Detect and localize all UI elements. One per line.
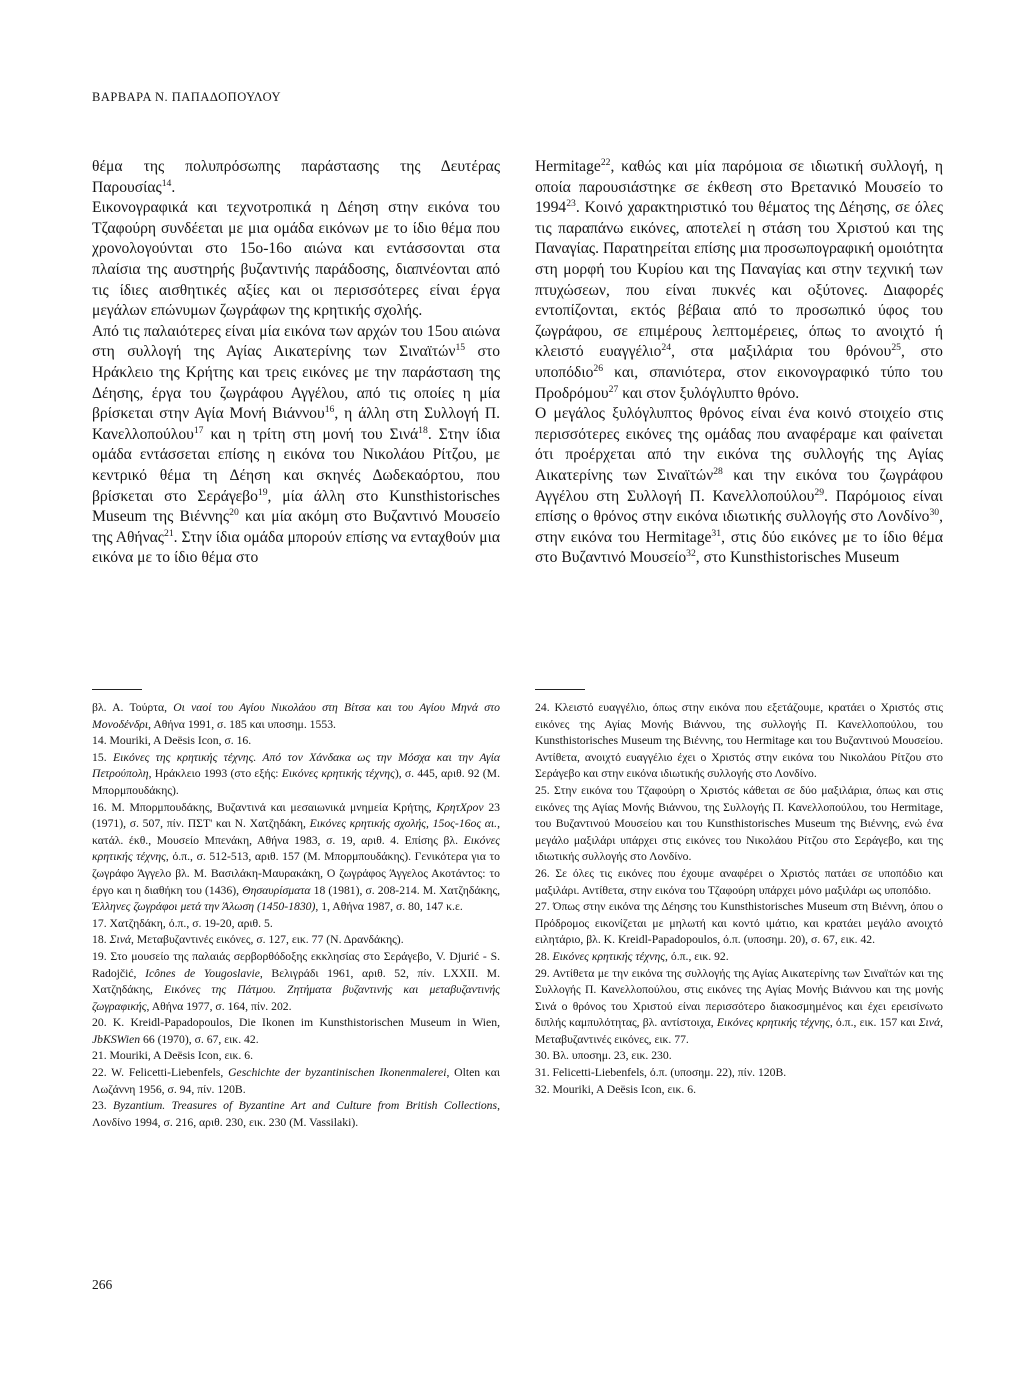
footnote: 27. Όπως στην εικόνα της Δέησης του Kunsthistorisches Museum στη Βιέννη, όπου ο Πρόδρομος εικονίζεται με μηλωτή και κοντό ιμάτιο, και κρατάει μεγάλο ανοιχτό ειλητάριο, βλ. K. Kreidl-Papadopoulos, ό.π. (υποσημ. 20), σ. 67, εικ. 42. (535, 900, 943, 947)
footnote: 21. Mouriki, A Deësis Icon, εικ. 6. (92, 1049, 253, 1063)
body-paragraph: Ο μεγάλος ξυλόγλυπτος θρόνος είναι ένα κοινό στοιχείο στις περισσότερες εικόνες της ομάδας που αναφέραμε και φαίνεται ότι προέρχεται από την εικόνα της συλλογής της Αγίας Αικατερίνης των Σιναϊτών$^{28}$ και την εικόνα του ζωγράφου Αγγέλου στη Συλλογή Π. Κανελλοπούλου$^{29}$. Παρόμοιος είναι επίσης ο θρόνος στην εικόνα ιδιωτικής συλλογής στο Λονδίνο$^{30}$, στην εικόνα του Hermitage$^{31}$, στις δύο εικόνες με το ίδιο θέμα στο Βυζαντινό Μουσείο$^{32}$, στο Kunsthistorisches Museum (535, 405, 943, 567)
footnote: 30. Βλ. υποσημ. 23, εικ. 230. (535, 1049, 672, 1063)
body-paragraph: Από τις παλαιότερες είναι μία εικόνα των αρχών του 15ου αιώνα στη συλλογή της Αγίας Αικατερίνης των Σιναϊτών$^{15}$ στο Ηράκλειο της Κρήτης και τρεις εικόνες με την παράσταση της Δέησης, έργα του ζωγράφου Αγγέλου, από τις οποίες η μία βρίσκεται στην Αγία Μονή Βιάννου$^{16}$, η άλλη στη Συλλογή Π. Κανελλοπούλου$^{17}$ και η τρίτη στη μονή του Σινά$^{18}$. Στην ίδια ομάδα εντάσσεται επίσης η εικόνα του Νικολάου Ρίτζου, με κεντρικό θέμα τη Δέηση και σκηνές Δωδεκαόρτου, που βρίσκεται στο Σεράγεβο$^{19}$, μία άλλη στο Kunsthistorisches Museum της Βιέννης$^{20}$ και μία ακόμη στο Βυζαντινό Μουσείο της Αθήνας$^{21}$. Στην ίδια ομάδα μπορούν επίσης να ενταχθούν μια εικόνα με το ίδιο θέμα στο (92, 322, 501, 567)
footnote: 20. K. Kreidl-Papadopoulos, Die Ikonen im Kunsthistorischen Museum in Wien, JbKSWien 66 (1970), σ. 67, εικ. 42. (92, 1016, 500, 1046)
footnotes-right (535, 700, 943, 1098)
footnote: 32. Mouriki, A Deësis Icon, εικ. 6. (535, 1082, 696, 1096)
footnotes-left (92, 700, 500, 1131)
footnote: 29. Αντίθετα με την εικόνα της συλλογής της Αγίας Αικατερίνης των Σιναϊτών και της Συλλογής Π. Κανελλοπούλου, στις εικόνες της Αγίας Μονής Βιάννου και της μονής Σινά ο θρόνος του Χριστού είναι περισσότερο διακοσμημένος και έχει ερεισίνωτο διπλής καμπυλότητας, βλ. αντίστοιχα, Εικόνες κρητικής τέχνης, ό.π., εικ. 157 και Σινά, Μεταβυζαντινές εικόνες, εικ. 77. (535, 966, 943, 1046)
footnote: 24. Κλειστό ευαγγέλιο, όπως στην εικόνα που εξετάζουμε, κρατάει ο Χριστός στις εικόνες της Αγίας Μονής Βιάννου, της συλλογής Π. Κανελλοπούλου, του Kunsthistorisches Museum της Βιέννης, του Hermitage και του Βυζαντινού Μουσείου. Αντίθετα, ανοιχτό ευαγγέλιο έχει ο Χριστός στην εικόνα του Νικολάου Ρίτζου στο Σεράγεβο και στην εικόνα ιδιωτικής συλλογής στο Λονδίνο. (535, 701, 943, 781)
body-paragraph: Hermitage$^{22}$, καθώς και μία παρόμοια σε ιδιωτική συλλογή, η οποία παρουσιάστηκε σε έκθεση στο Βρετανικό Μουσείο το 1994$^{23}$. Κοινό χαρακτηριστικό του θέματος της Δέησης, σε όλες τις παραπάνω εικόνες, αποτελεί η στάση του Χριστού και της Παναγίας. Παρατηρείται επίσης μια προσωπογραφική ομοιότητα στη μορφή του Κυρίου και της Παναγίας και στην τεχνική των πτυχώσεων, που είναι πυκνές και οξύτονες. Διαφορές εντοπίζονται, εκτός βέβαια από το προσωπικό ύφος του ζωγράφου, σε επιμέρους λεπτομέρειες, όπως το ανοιχτό ή κλειστό ευαγγέλιο$^{24}$, στα μαξιλάρια του θρόνου$^{25}$, στο υποπόδιο$^{26}$ και, σπανιότερα, στον εικονογραφικό τύπο του Προδρόμου$^{27}$ και στον ξυλόγλυπτο θρόνο. (535, 156, 943, 402)
body-paragraph: Εικονογραφικά και τεχνοτροπικά η Δέηση στην εικόνα του Τζαφούρη συνδέεται με μια ομάδα εικόνων με το ίδιο θέμα που χρονολογούνται στο 15ο-16ο αιώνα και εντάσσονται στα πλαίσια της αυστηρής βυζαντινής παράδοσης, διαπνέονται από τις ίδιες αισθητικές αξίες και οι περισσότερες είναι έργα μεγάλων επώνυμων ζωγράφων της κρητικής σχολής. (92, 199, 500, 320)
footnote: 22. W. Felicetti-Liebenfels, Geschichte der byzantinischen Ikonenmalerei, Olten και Λωζάννη 1956, σ. 94, πίν. 120B. (92, 1066, 500, 1096)
page-number: 266 (92, 1277, 113, 1292)
body-column-right (535, 157, 943, 569)
footnote: 18. Σινά, Μεταβυζαντινές εικόνες, σ. 127, εικ. 77 (Ν. Δρανδάκης). (92, 933, 404, 947)
footnote: 26. Σε όλες τις εικόνες που έχουμε αναφέρει ο Χριστός πατάει σε υποπόδιο και μαξιλάρι. Αντίθετα, στην εικόνα του Τζαφούρη υπάρχει μόνο μαξιλάρι ως υποπόδιο. (535, 866, 943, 897)
footnote-divider (92, 689, 142, 690)
footnote: 17. Χατζηδάκη, ό.π., σ. 19-20, αριθ. 5. (92, 916, 273, 930)
footnote: 28. Εικόνες κρητικής τέχνης, ό.π., εικ. 92. (535, 949, 729, 963)
footnote-divider (535, 689, 585, 690)
footnote: 31. Felicetti-Liebenfels, ό.π. (υποσημ. 22), πίν. 120B. (535, 1066, 787, 1080)
running-head: ΒΑΡΒΑΡΑ Ν. ΠΑΠΑΔΟΠΟΥΛΟΥ (92, 90, 282, 104)
footnote: 14. Mouriki, A Deësis Icon, σ. 16. (92, 734, 252, 748)
body-paragraph: θέμα της πολυπρόσωπης παράστασης της Δευτέρας Παρουσίας$^{14}$. (92, 158, 500, 196)
footnote: 25. Στην εικόνα του Τζαφούρη ο Χριστός κάθεται σε δύο μαξιλάρια, όπως και στις εικόνες της Αγίας Μονής Βιάννου, της Συλλογής Π. Κανελλοπούλου, του Hermitage, του Βυζαντινού Μουσείου και του Kunsthistorisches Museum της Βιέννης, ενώ ένα μεγάλο μαξιλάρι υπάρχει στις εικόνες του Νικολάου Ρίτζου στο Σεράγεβο, και της ιδιωτικής συλλογής στο Λονδίνο. (535, 783, 943, 864)
footnote: 15. Εικόνες της κρητικής τέχνης. Από τον Χάνδακα ως την Μόσχα και την Αγία Πετρούπολη, Ηράκλειο 1993 (στο εξής: Εικόνες κρητικής τέχνης), σ. 445, αριθ. 92 (Μ. Μπορμπουδάκης). (92, 750, 500, 797)
footnote: 23. Byzantium. Treasures of Byzantine Art and Culture from British Collections, Λονδίνο 1994, σ. 216, αριθ. 230, εικ. 230 (M. Vassilaki). (92, 1099, 500, 1129)
footnote: 16. Μ. Μπορμπουδάκης, Βυζαντινά και μεσαιωνικά μνημεία Κρήτης, ΚρητΧρον 23 (1971), σ. 507, πίν. ΠΣΤ' και Ν. Χατζηδάκη, Εικόνες κρητικής σχολής, 15ος-16ος αι., κατάλ. έκθ., Μουσείο Μπενάκη, Αθήνα 1983, σ. 19, αριθ. 4. Επίσης βλ. Εικόνες κρητικής τέχνης, ό.π., σ. 512-513, αριθ. 157 (Μ. Μπορμπουδάκης). Γενικότερα για το ζωγράφο Άγγελο βλ. Μ. Βασιλάκη-Μαυρακάκη, Ο ζωγράφος Άγγελος Ακοτάντος: το έργο και η διαθήκη του (1436), Θησαυρίσματα 18 (1981), σ. 208-214. Μ. Χατζηδάκης, Έλληνες ζωγράφοι μετά την Άλωση (1450-1830), 1, Αθήνα 1987, σ. 80, 147 κ.ε. (92, 800, 501, 914)
footnote: 19. Στο μουσείο της παλαιάς σερβορθόδοξης εκκλησίας στο Σεράγεβο, V. Djurić - S. Radojčić, Icônes de Yougoslavie, Βελιγράδι 1961, αριθ. 52, πίν. LXXII. Μ. Χατζηδάκης, Εικόνες της Πάτμου. Ζητήματα βυζαντινής και μεταβυζαντινής ζωγραφικής, Αθήνα 1977, σ. 164, πίν. 202. (92, 949, 500, 1013)
footnote: βλ. Α. Τούρτα, Οι ναοί του Αγίου Νικολάου στη Βίτσα και του Αγίου Μηνά στο Μονοδένδρι, Αθήνα 1991, σ. 185 και υποσημ. 1553. (92, 701, 500, 731)
body-column-left (92, 157, 500, 569)
